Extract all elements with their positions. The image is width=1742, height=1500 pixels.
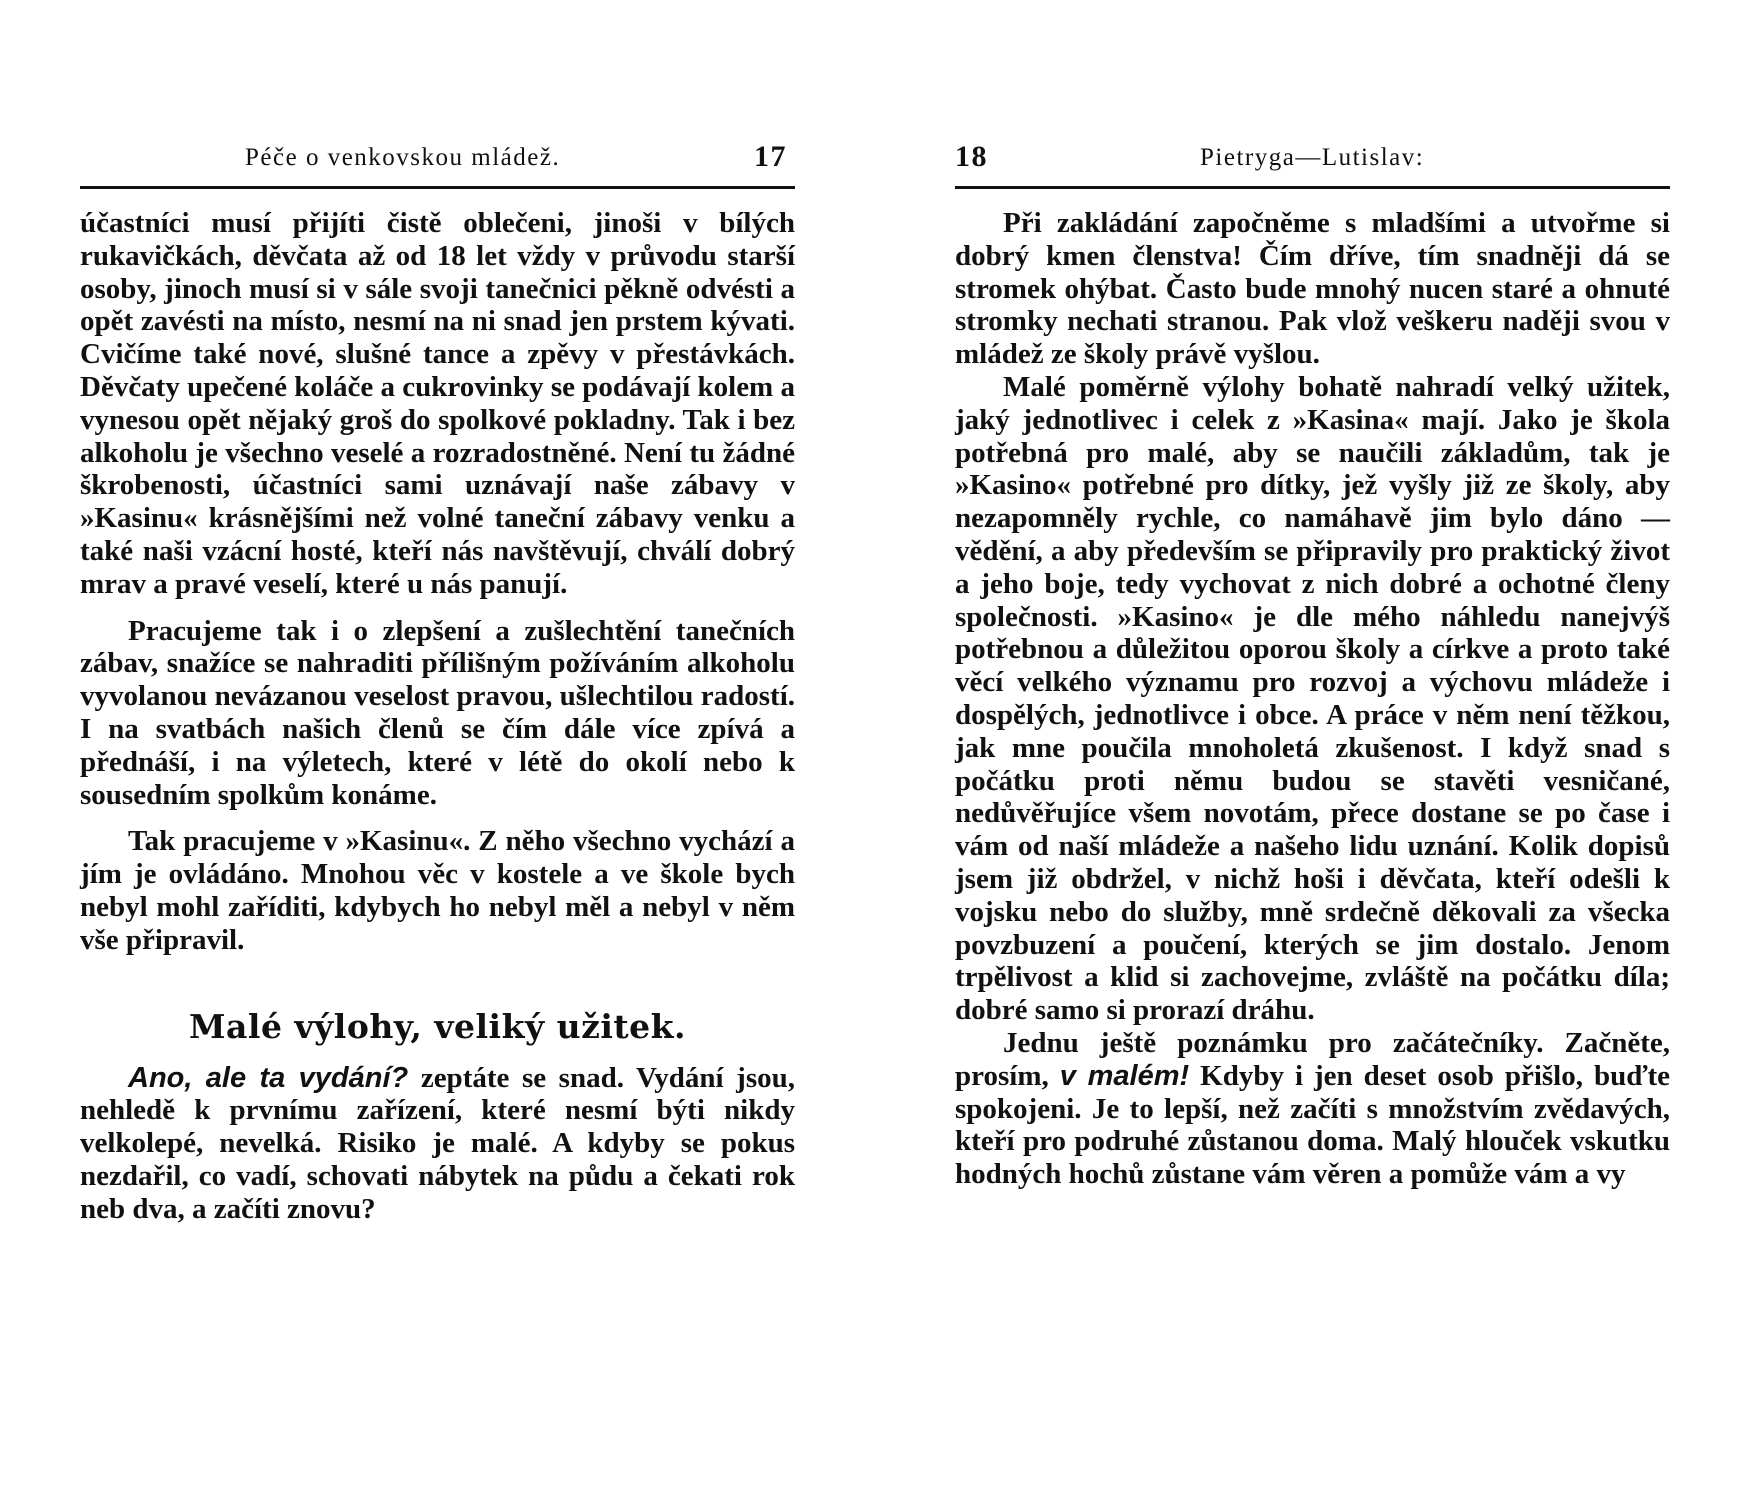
- paragraph-text: Jednu ještě poznámku pro začátečníky. Začněte, prosím,: [955, 1026, 1670, 1092]
- running-title: Péče o venkovskou mládež.: [245, 144, 561, 171]
- italic-phrase: v malém!: [1059, 1059, 1190, 1092]
- paragraph: [80, 1062, 795, 1226]
- page-body: [80, 207, 795, 1226]
- italic-lead: Ano, ale ta vydání?: [128, 1061, 409, 1094]
- page-header: [955, 140, 1670, 189]
- paragraph: Malé poměrně výlohy bohatě nahradí velký užitek, jaký jednotlivec i celek z »Kasina« mají. Jako je škola potřebná pro malé, aby se naučili základům, tak je »Kasino« potřebné pro dítky, jež vyšly již ze školy, aby nezapomněly rychle, co namáhavě jim bylo dáno — vědění, a aby především se připravily pro praktický život a jeho boje, tedy vychovat z nich dobré a ochotné členy společnosti. »Kasino« je dle mého náhledu nanejvýš potřebnou a důležitou oporou školy a církve a proto také věcí velkého významu pro rozvoj a výchovu mládeže i dospělých, jednotlivce i obce. A práce v něm není těžkou, jak mne poučila mnoholetá zkušenost. I když snad s počátku proti němu budou se stavěti vesničané, nedůvěřujíce všem novotám, přece dostane se po čase i vám od naší mládeže a našeho lidu uznání. Kolik dopisů jsem již obdržel, v nichž hoši i děvčata, kteří odešli k vojsku nebo do služby, mně srdečně děkovali za všecka povzbuzení a poučení, kterých se jim dostalo. Jenom trpělivost a klid si zachovejme, zvláště na počátku díla; dobré samo si prorazí dráhu.: [955, 370, 1670, 1027]
- section-heading: Malé výlohy, veliký užitek.: [189, 1006, 686, 1046]
- page-header: [80, 140, 795, 189]
- paragraph-text: zeptáte se snad. Vydání jsou, nehledě k prvnímu zařízení, které nesmí býti nikdy velkolepé, nevelká. Risiko je malé. A kdyby se pokus nezdařil, co vadí, schovati nábytek na půdu a čekati rok neb dva, a začíti znovu?: [80, 1061, 795, 1225]
- paragraph: Pracujeme tak i o zlepšení a zušlechtění tanečních zábav, snažíce se nahraditi přílišným požíváním alkoholu vyvolanou nevázanou veselost pravou, ušlechtilou radostí. I na svatbách našich členů se čím dále více zpívá a přednáší, i na výletech, které v létě do okolí nebo k sousedním spolkům konáme.: [80, 614, 795, 811]
- running-title: Pietryga—Lutislav:: [1200, 144, 1425, 171]
- page-body: [955, 207, 1670, 1191]
- page-number: 18: [955, 140, 988, 173]
- left-page: [80, 140, 795, 1226]
- paragraph: [955, 1027, 1670, 1191]
- paragraph: Při zakládání započněme s mladšími a utvořme si dobrý kmen členstva! Čím dříve, tím snadněji dá se stromek ohýbat. Často bude mnohý nucen staré a ohnuté stromky nechati stranou. Pak vlož veškeru naději svou v mládež ze školy právě vyšlou.: [955, 207, 1670, 371]
- page-number: 17: [754, 140, 787, 173]
- paragraph-text: Kdyby i jen deset osob přišlo, buďte spokojeni. Je to lepší, než začíti s množstvím zvědavých, kteří pro podruhé zůstanou doma. Malý hlouček vskutku hodných hochů zůstane vám věren a pomůže vám a vy: [955, 1059, 1671, 1191]
- right-page: [955, 140, 1670, 1191]
- paragraph: účastníci musí přijíti čistě oblečeni, jinoši v bílých rukavičkách, děvčata až od 18 let vždy v průvodu starší osoby, jinoch musí si v sále svoji tanečnici pěkně odvésti a opět zavésti na místo, nesmí na ni snad jen prstem kývati. Cvičíme také nové, slušné tance a zpěvy v přestávkách. Děvčaty upečené koláče a cukrovinky se podávají kolem a vynesou opět nějaký groš do spolkové pokladny. Tak i bez alkoholu je všechno veselé a rozradostněné. Není tu žádné škrobenosti, účastníci sami uznávají naše zábavy v »Kasinu« krásnějšími než volné taneční zábavy venku a také naši vzácní hosté, kteří nás navštěvují, chválí dobrý mrav a pravé veselí, které u nás panují.: [80, 207, 795, 600]
- paragraph: Tak pracujeme v »Kasinu«. Z něho všechno vychází a jím je ovládáno. Mnohou věc v kostele a ve škole bych nebyl mohl zaříditi, kdybych ho nebyl měl a nebyl v něm vše připravil.: [80, 825, 795, 956]
